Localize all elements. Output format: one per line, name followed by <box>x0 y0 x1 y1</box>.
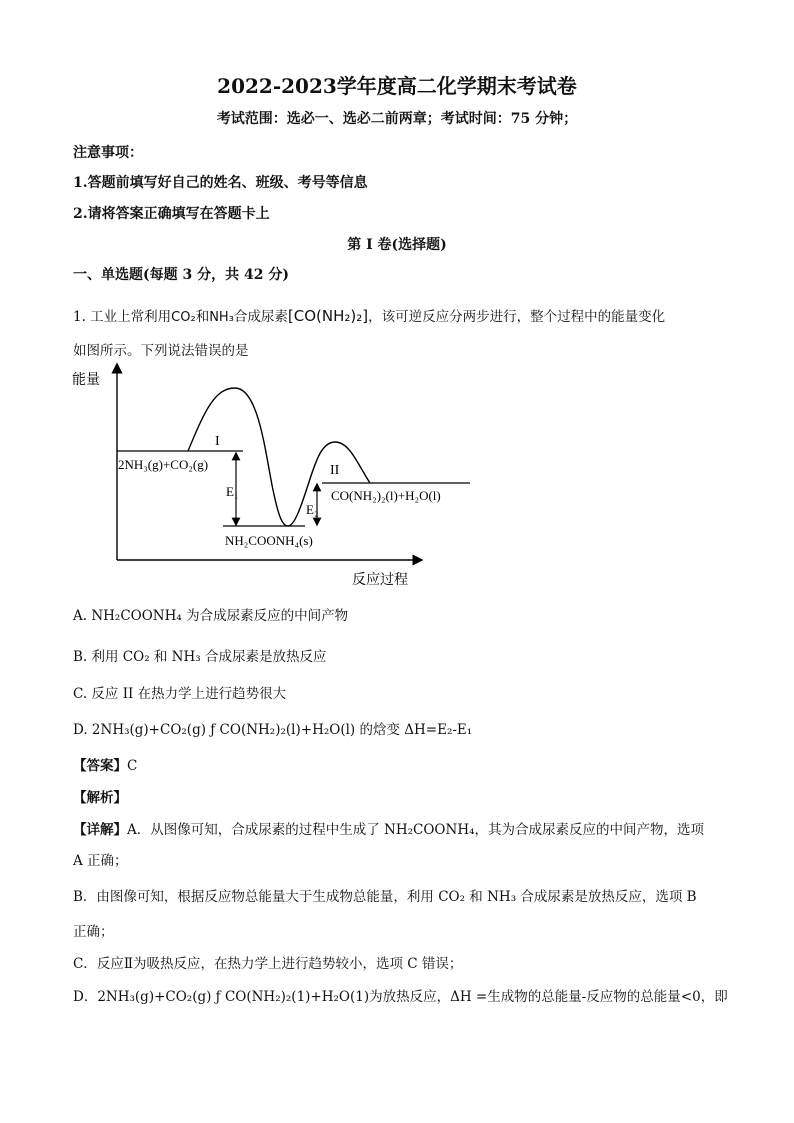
step-I-label: I <box>215 434 220 449</box>
answer-label: 【答案】 <box>73 758 127 774</box>
answer-value: C <box>127 758 138 774</box>
reaction-curve <box>188 388 370 526</box>
note-item-2: 2.请将答案正确填写在答题卡上 <box>73 206 270 222</box>
explanation-d: D．2NH₃(g)+CO₂(g) ƒ CO(NH₂)₂(1)+H₂O(1)为放热反应，ΔH =生成物的总能量-反应物的总能量<0，即 <box>73 989 728 1005</box>
option-b: B. 利用 CO₂ 和 NH₃ 合成尿素是放热反应 <box>73 649 327 665</box>
option-d: D. 2NH₃(g)+CO₂(g) ƒ CO(NH₂)₂(l)+H₂O(l) 的焓变 ΔH=E₂-E₁ <box>73 722 473 738</box>
x-axis-label: 反应过程 <box>352 572 408 588</box>
question-1-stem <box>73 305 665 325</box>
question-and: 和 <box>195 309 210 325</box>
exam-title: 2022-2023学年度高二化学期末考试卷 <box>217 74 577 98</box>
explanation-b-line1: B．由图像可知，根据反应物总能量大于生成物总能量，利用 CO₂ 和 NH₃ 合成尿素是放热反应，选项 B <box>73 889 697 905</box>
note-item-1: 1.答题前填写好自己的姓名、班级、考号等信息 <box>73 175 368 191</box>
explanation-a-text: A．从图像可知，合成尿素的过程中生成了 NH₂COONH₄，其为合成尿素反应的中间产物，选项 <box>127 822 704 838</box>
option-a: A. NH₂COONH₄ 为合成尿素反应的中间产物 <box>73 608 349 624</box>
question-prefix: 1. 工业上常利用 <box>73 309 172 325</box>
reactants-label: 2NH₃(g)+CO₂(g) <box>118 457 209 472</box>
explanation-a-line1 <box>73 818 704 838</box>
urea-formula: [CO(NH₂)₂] <box>287 307 369 325</box>
option-c: C. 反应 II 在热力学上进行趋势很大 <box>73 686 287 702</box>
section-heading: 一、单选题(每题 3 分，共 42 分) <box>73 267 289 283</box>
co2-formula: CO₂ <box>171 310 196 325</box>
question-mid: 合成尿素 <box>233 309 288 325</box>
exam-scope: 考试范围：选必一、选必二前两章；考试时间：75 分钟； <box>216 111 578 127</box>
explanation-b-line2: 正确； <box>73 924 114 940</box>
y-axis-label: 能量 <box>72 372 100 388</box>
nh3-formula: NH₃ <box>209 310 234 325</box>
step-II-label: II <box>330 463 340 478</box>
question-1-stem-line2: 如图所示。下列说法错误的是 <box>73 343 249 359</box>
analysis-label: 【解析】 <box>73 790 127 806</box>
e1-label: E₁ <box>226 484 239 499</box>
energy-diagram <box>60 360 480 590</box>
notes-heading: 注意事项： <box>73 145 143 161</box>
explanation-a-line2: A 正确； <box>73 853 128 869</box>
e2-label: E₂ <box>306 502 319 517</box>
detail-label: 【详解】 <box>73 822 127 838</box>
volume-title: 第 I 卷(选择题) <box>347 237 447 253</box>
explanation-c: C．反应Ⅱ为吸热反应，在热力学上进行趋势较小，选项 C 错误； <box>73 956 463 972</box>
answer-line <box>73 754 137 774</box>
intermediate-label: NH₂COONH₄(s) <box>225 533 313 548</box>
products-label: CO(NH₂)₂(l)+H₂O(l) <box>331 488 441 503</box>
question-tail: ，该可逆反应分两步进行，整个过程中的能量变化 <box>368 309 666 325</box>
